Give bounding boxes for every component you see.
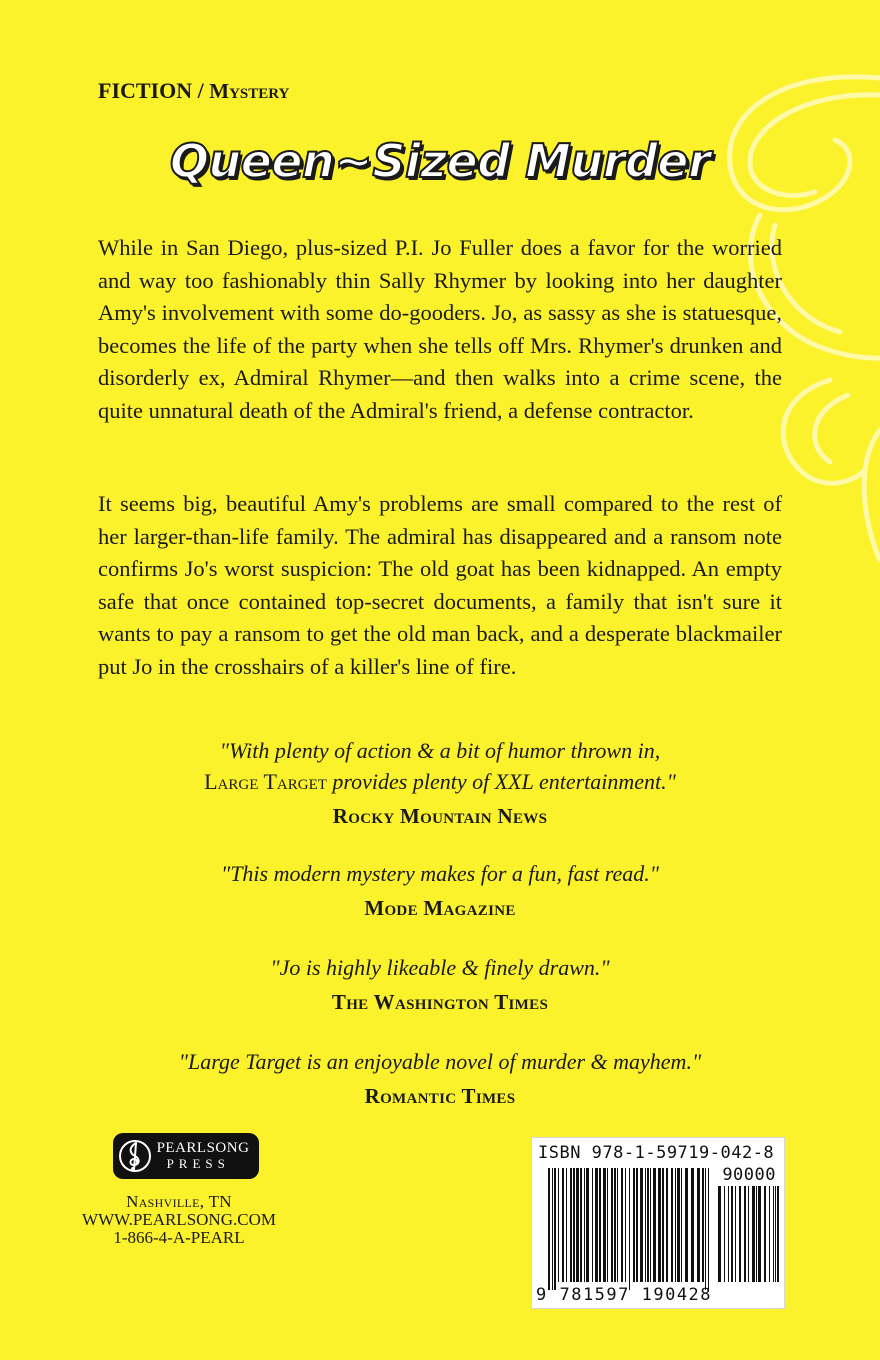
barcode-bar [562, 1168, 564, 1282]
review-source: The Washington Times [331, 990, 549, 1014]
barcode-bar [697, 1168, 700, 1282]
barcode-bar [584, 1168, 585, 1282]
barcode-bar [548, 1168, 550, 1290]
publisher-city: Nashville, TN [126, 1192, 232, 1211]
barcode-bar [554, 1168, 556, 1290]
review-book-title: Large Target [204, 769, 327, 794]
barcode-bar [617, 1168, 618, 1282]
barcode-bar [764, 1186, 766, 1282]
barcode-bar [756, 1186, 757, 1282]
barcode-bar [758, 1186, 761, 1282]
barcode-bar [739, 1186, 741, 1282]
barcode-bar [576, 1168, 579, 1282]
barcode-bar [681, 1168, 682, 1282]
barcode-bar [640, 1168, 643, 1282]
barcode-bar [735, 1186, 736, 1282]
review-2 [0, 858, 880, 921]
category-separator: / [192, 78, 210, 103]
barcode-bar [552, 1168, 553, 1290]
review-quote [0, 735, 880, 797]
barcode-bar [566, 1168, 567, 1282]
barcode-bar [675, 1168, 676, 1282]
barcode-bar [769, 1186, 770, 1282]
barcode-bar [653, 1168, 656, 1282]
barcode-bar [685, 1168, 688, 1282]
barcode-bar [611, 1168, 613, 1282]
barcode-bar [599, 1168, 601, 1282]
barcode-bar [614, 1168, 616, 1282]
barcode-bar [558, 1168, 559, 1282]
barcode-bar [744, 1186, 746, 1282]
book-title: Queen~Sized Murder [169, 134, 711, 188]
ean-digits: 9 781597 190428 [536, 1285, 713, 1305]
logo-name: PEARLSONG [156, 1140, 250, 1156]
category-subgenre: Mystery [209, 79, 290, 103]
publisher-logo [113, 1133, 260, 1179]
barcode-bars [532, 1138, 784, 1308]
barcode-bar [621, 1168, 623, 1282]
barcode-bar [662, 1168, 664, 1282]
isbn-label: ISBN 978-1-59719-042-8 [538, 1143, 775, 1163]
barcode-bar [718, 1186, 721, 1282]
barcode-bar [708, 1168, 709, 1290]
review-source: Rocky Mountain News [332, 804, 548, 828]
publisher-block [74, 1133, 284, 1247]
category-line [98, 78, 289, 104]
barcode-bar [671, 1168, 673, 1282]
barcode-bar [752, 1186, 755, 1282]
treble-clef-icon [119, 1138, 151, 1174]
review-quote: "Large Target is an enjoyable novel of murder & mayhem." [178, 1049, 702, 1074]
barcode-bar [777, 1186, 779, 1282]
barcode-bar [629, 1168, 630, 1290]
barcode-bar [586, 1168, 589, 1282]
barcode-bar [724, 1186, 725, 1282]
category-genre: FICTION [98, 78, 193, 103]
barcode-bar [748, 1186, 749, 1282]
barcode-bar [773, 1186, 774, 1282]
review-source: Mode Magazine [364, 896, 516, 920]
isbn-barcode [531, 1137, 785, 1309]
barcode-bar [645, 1168, 646, 1282]
barcode-bar [595, 1168, 598, 1282]
review-quote-line-2: provides plenty of XXL entertainment." [326, 769, 676, 794]
barcode-bar [691, 1168, 694, 1282]
publisher-website: WWW.PEARLSONG.COM [82, 1210, 276, 1229]
barcode-bar [636, 1168, 638, 1282]
review-source: Romantic Times [364, 1084, 516, 1108]
barcode-bar [728, 1186, 729, 1282]
barcode-bar [580, 1168, 582, 1282]
barcode-bar [570, 1168, 572, 1282]
review-3 [0, 952, 880, 1015]
barcode-bar [658, 1168, 661, 1282]
barcode-bar [702, 1168, 704, 1282]
review-quote: "This modern mystery makes for a fun, fast read." [220, 861, 660, 886]
barcode-bar [647, 1168, 649, 1282]
logo-press: PRESS [166, 1156, 230, 1171]
review-4 [0, 1046, 880, 1109]
barcode-bar [731, 1186, 733, 1282]
barcode-bar [573, 1168, 575, 1282]
barcode-bar [625, 1168, 626, 1282]
barcode-bar [650, 1168, 651, 1282]
price-code: 90000 [722, 1165, 776, 1185]
barcode-bar [607, 1168, 608, 1282]
blurb-paragraph-1: While in San Diego, plus-sized P.I. Jo Fuller does a favor for the worried and way too fashionably thin Sally Rhymer by looking into her daughter Amy's involvement with some do-gooders. Jo, as sassy as she is statuesque, becomes the life of the party when she tells off Mrs. Rhymer's drunken and disorderly ex, Admiral Rhymer—and then walks into a crime scene, the quite unnatural death of the Admiral's friend, a defense contractor. [98, 235, 782, 423]
review-quote-line-1: "With plenty of action & a bit of humor thrown in, [219, 738, 661, 763]
barcode-bar [633, 1168, 635, 1282]
review-1 [0, 735, 880, 829]
barcode-bar [603, 1168, 606, 1282]
review-quote: "Jo is highly likeable & finely drawn." [270, 955, 610, 980]
barcode-bar [666, 1168, 668, 1282]
barcode-bar [705, 1168, 706, 1290]
barcode-bar [775, 1186, 776, 1282]
publisher-phone: 1-866-4-A-PEARL [113, 1228, 245, 1247]
blurb-paragraph-2: It seems big, beautiful Amy's problems are small compared to the rest of her larger-than-life family. The admiral has disappeared and a ransom note confirms Jo's worst suspicion: The old goat has been kidnapped. An empty safe that once contained top-secret documents, a family that isn't sure it wants to pay a ransom to get the old man back, and a desperate blackmailer put Jo in the crosshairs of a killer's line of fire. [98, 491, 782, 679]
barcode-bar [677, 1168, 680, 1282]
barcode-bar [592, 1168, 593, 1282]
